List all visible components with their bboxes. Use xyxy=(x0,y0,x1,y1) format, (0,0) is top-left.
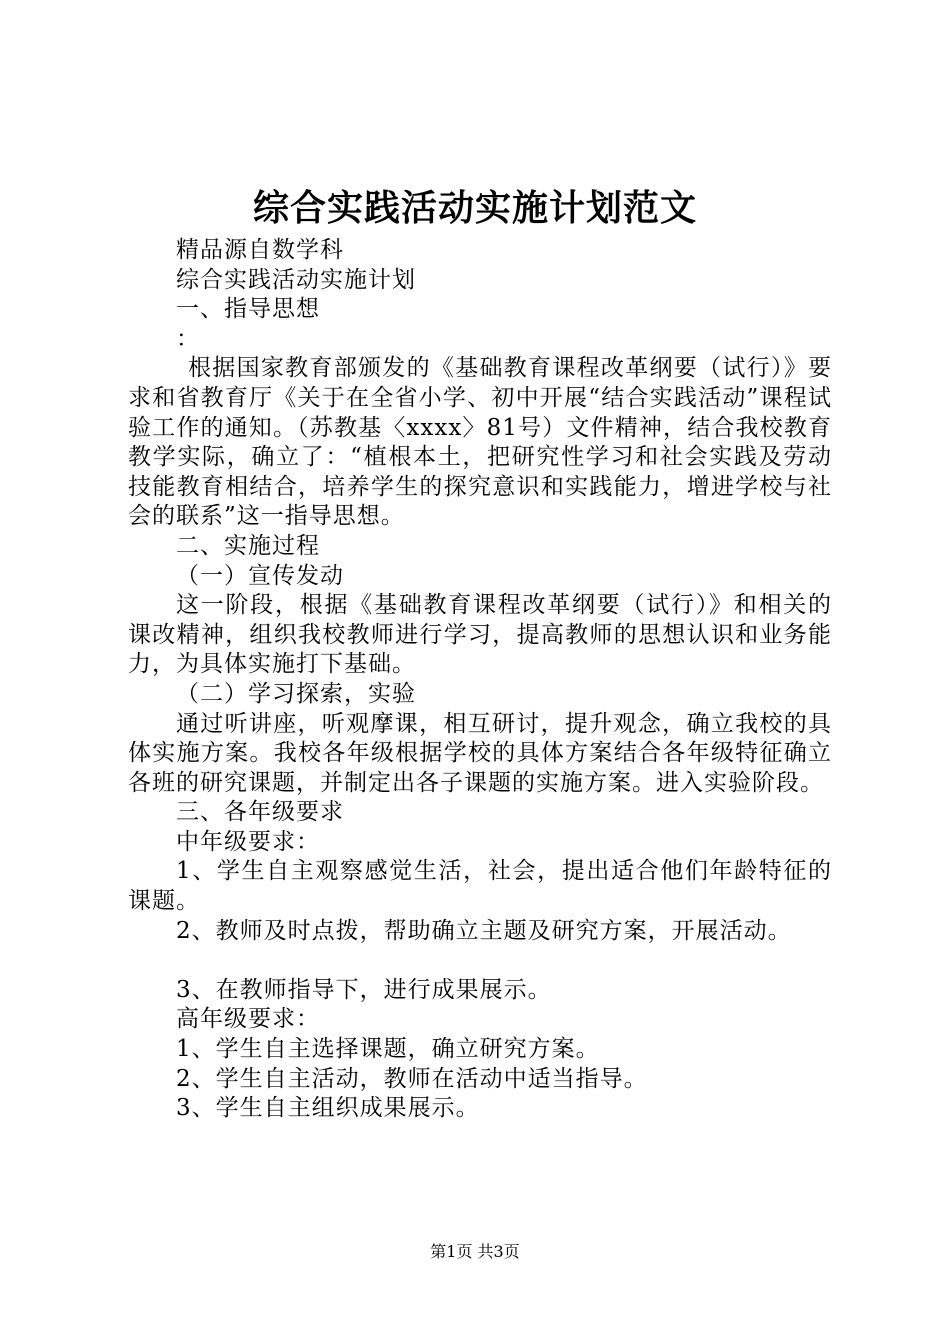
blank-line xyxy=(128,946,832,976)
middle-grade-heading: 中年级要求： xyxy=(176,828,320,855)
upper-grade-item-2: 2、学生自主活动，教师在活动中适当指导。 xyxy=(176,1065,648,1092)
page-number: 第1页 共3页 xyxy=(430,1242,520,1261)
upper-grade-heading: 高年级要求： xyxy=(176,1006,320,1033)
exploration-paragraph: 通过听讲座，听观摩课，相互研讨，提升观念，确立我校的具体实施方案。我校各年级根据学校的具体方案结合各年级特征确立各班的研究课题，并制定出各子课题的实施方案。进入实验阶段。 xyxy=(128,710,832,796)
document-title: 综合实践活动实施计划范文 xyxy=(252,187,697,229)
guiding-thought-paragraph: 根据国家教育部颁发的《基础教育课程改革纲要（试行）》要求和省教育厅《关于在全省小学、初中开展“结合实践活动”课程试验工作的通知。（苏教基〈xxxx〉81号）文件精神，结合我校教育教学实际，确立了：“植根本土，把研究性学习和社会实践及劳动技能教育相结合，培养学生的探究意识和实践能力，增进学校与社会的联系”这一指导思想。 xyxy=(128,355,832,530)
middle-grade-item-3: 3、在教师指导下，进行成果展示。 xyxy=(176,976,552,1003)
subsection-heading-1: （一）宣传发动 xyxy=(176,562,344,589)
upper-grade-item-3: 3、学生自主组织成果展示。 xyxy=(176,1095,480,1122)
plan-heading: 综合实践活动实施计划 xyxy=(176,266,416,293)
document-body xyxy=(128,236,832,1124)
section-heading-1: 一、指导思想 xyxy=(176,296,320,323)
source-line: 精品源自数学科 xyxy=(176,237,344,263)
colon-line: ： xyxy=(176,325,200,352)
subsection-heading-2: （二）学习探索，实验 xyxy=(176,680,416,707)
section-heading-2: 二、实施过程 xyxy=(176,532,320,559)
middle-grade-item-1: 1、学生自主观察感觉生活，社会，提出适合他们年龄特征的课题。 xyxy=(128,858,832,915)
publicity-paragraph: 这一阶段，根据《基础教育课程改革纲要（试行）》和相关的课改精神，组织我校教师进行学习，提高教师的思想认识和业务能力，为具体实施打下基础。 xyxy=(128,592,832,678)
section-heading-3: 三、各年级要求 xyxy=(176,799,344,826)
middle-grade-item-2: 2、教师及时点拨，帮助确立主题及研究方案，开展活动。 xyxy=(176,917,792,944)
upper-grade-item-1: 1、学生自主选择课题，确立研究方案。 xyxy=(176,1036,600,1063)
